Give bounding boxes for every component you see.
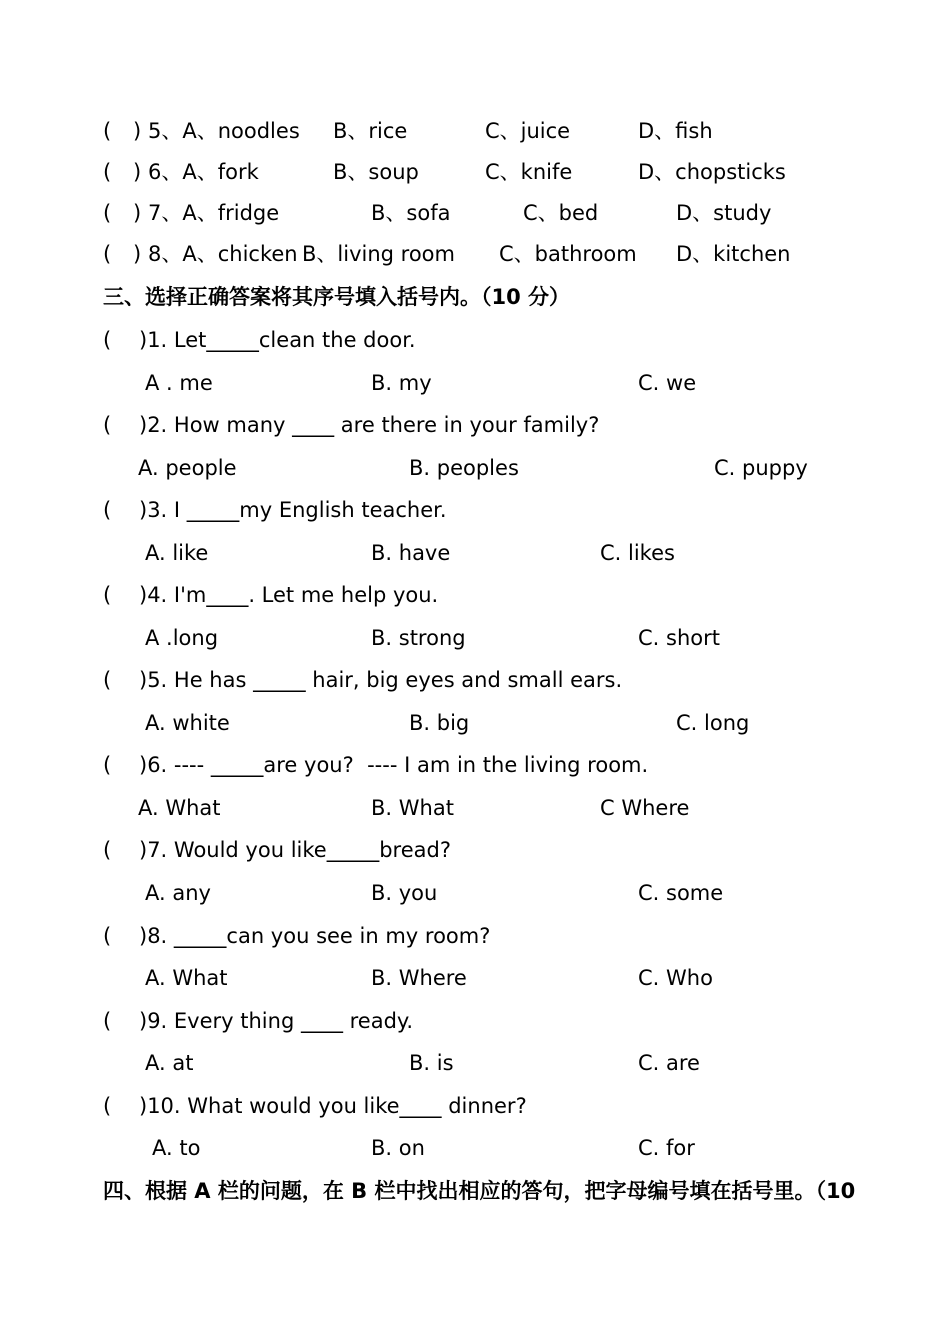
option-b: B、rice [333,119,408,143]
option-a: 5、A、noodles [148,119,300,143]
option-c: C. Who [638,966,713,990]
section-heading: 四、根据 A 栏的问题，在 B 栏中找出相应的答句，把字母编号填在括号里。（10 [103,1179,856,1203]
option-b: B. have [371,541,451,565]
option-c: C Where [600,796,690,820]
answer-paren-close: ) [133,201,142,225]
answer-paren: ( [103,119,112,143]
option-a: 7、A、fridge [148,201,280,225]
answer-paren: ( [103,1009,112,1033]
answer-paren: ( [103,242,112,266]
option-a: A. What [145,966,228,990]
option-c: C、knife [485,160,573,184]
option-d: D、chopsticks [638,160,786,184]
option-b: B. big [409,711,470,735]
option-b: B、living room [302,242,455,266]
option-c: C. short [638,626,720,650]
option-d: D、kitchen [676,242,791,266]
option-c: C、bathroom [499,242,637,266]
question-text: )3. I _____my English teacher. [139,498,447,522]
option-a: A. white [145,711,230,735]
option-a: 8、A、chicken [148,242,298,266]
option-c: C、bed [523,201,599,225]
option-b: B. my [371,371,432,395]
question-text: )6. ---- _____are you? ---- I am in the living room. [139,753,649,777]
option-b: B、soup [333,160,419,184]
option-a: A. to [152,1136,201,1160]
option-b: B. on [371,1136,425,1160]
answer-paren-close: ) [133,119,142,143]
answer-paren-close: ) [133,242,142,266]
answer-paren: ( [103,498,112,522]
option-d: D、fish [638,119,713,143]
option-c: C. some [638,881,724,905]
option-a: 6、A、fork [148,160,259,184]
question-text: )4. I'm____. Let me help you. [139,583,439,607]
option-a: A. people [138,456,237,480]
answer-paren: ( [103,201,112,225]
answer-paren: ( [103,838,112,862]
option-a: A . me [145,371,213,395]
answer-paren: ( [103,753,112,777]
section-heading: 三、选择正确答案将其序号填入括号内。（10 分） [103,285,571,309]
question-text: )9. Every thing ____ ready. [139,1009,414,1033]
option-b: B. peoples [409,456,519,480]
option-c: C. for [638,1136,695,1160]
option-a: A .long [145,626,219,650]
answer-paren: ( [103,328,112,352]
answer-paren: ( [103,668,112,692]
answer-paren: ( [103,924,112,948]
answer-paren: ( [103,1094,112,1118]
option-c: C、juice [485,119,571,143]
answer-paren-close: ) [133,160,142,184]
option-a: A. What [138,796,221,820]
question-text: )5. He has _____ hair, big eyes and small ears. [139,668,623,692]
option-b: B. strong [371,626,466,650]
option-b: B. What [371,796,454,820]
option-c: C. likes [600,541,675,565]
answer-paren: ( [103,160,112,184]
option-b: B. Where [371,966,467,990]
question-text: )2. How many ____ are there in your family? [139,413,600,437]
answer-paren: ( [103,413,112,437]
option-c: C. we [638,371,697,395]
option-b: B. you [371,881,438,905]
question-text: )8. _____can you see in my room? [139,924,491,948]
option-a: A. at [145,1051,194,1075]
option-a: A. any [145,881,211,905]
option-c: C. puppy [714,456,808,480]
option-a: A. like [145,541,209,565]
option-b: B、sofa [371,201,451,225]
option-c: C. are [638,1051,700,1075]
option-d: D、study [676,201,772,225]
option-b: B. is [409,1051,454,1075]
answer-paren: ( [103,583,112,607]
question-text: )10. What would you like____ dinner? [139,1094,527,1118]
question-text: )1. Let_____clean the door. [139,328,416,352]
option-c: C. long [676,711,750,735]
question-text: )7. Would you like_____bread? [139,838,451,862]
